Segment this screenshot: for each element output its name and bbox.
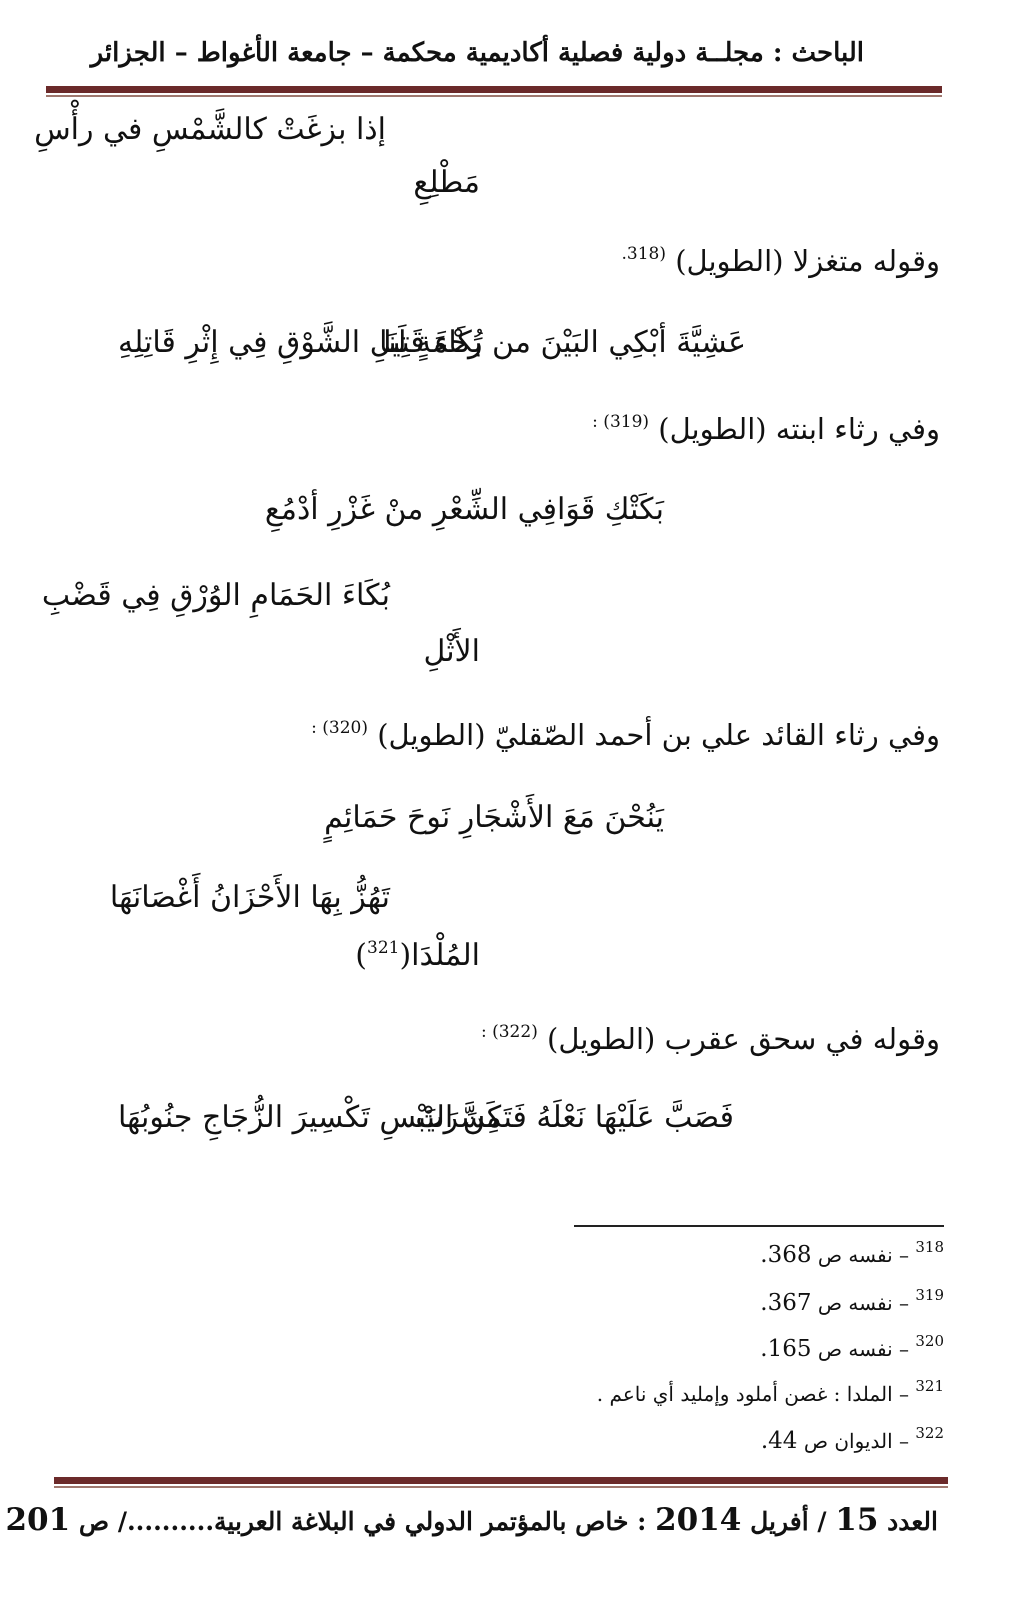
- intro-318: [621, 244, 940, 278]
- footnote-321: [596, 1377, 944, 1406]
- verse-5-first-hemistich: فَصَبَّ عَلَيْهَا نَعْلَهُ فَتَكَسَّرَتْ: [415, 1100, 734, 1135]
- footnote-319: [760, 1286, 944, 1316]
- intro-320: [311, 718, 940, 752]
- intro-text: وفي رثاء القائد علي بن أحمد الصّقليّ (الطويل): [377, 718, 940, 752]
- verse-3-continuation: الأَثْلِ: [423, 634, 480, 669]
- page-header-title: الباحث : مجلــة دولية فصلية أكاديمية محكمة – جامعة الأغواط – الجزائر: [90, 38, 864, 68]
- footnote-ref-318: (318.: [621, 244, 666, 264]
- issue-special-note: : خاص بالمؤتمر الدولي في البلاغة العربية........../ ص: [78, 1507, 647, 1536]
- issue-label: العدد: [887, 1507, 938, 1536]
- verse-3-first-hemistich: بَكَتْكِ قَوَافِي الشِّعْرِ منْ غَزْرِ أدْمُعِ: [264, 492, 664, 527]
- footnote-number: 321: [915, 1377, 944, 1395]
- header-rule: [46, 86, 942, 93]
- issue-number: 15: [835, 1502, 879, 1538]
- verse-4-first-hemistich: يَنُحْنَ مَعَ الأَشْجَارِ نَوحَ حَمَائِمٍ: [324, 800, 664, 835]
- intro-text: وفي رثاء ابنته (الطويل): [658, 412, 940, 446]
- footer-separator: /: [817, 1507, 827, 1536]
- footnote-page: 165.: [760, 1336, 812, 1362]
- footnote-text: – نفسه ص: [817, 1243, 909, 1267]
- verse-4-close: ): [355, 938, 367, 973]
- verse-2-second-hemistich: بُكَاءَ قَتِيلِ الشَّوْقِ فِي إِثْرِ قَاتِلِهِ: [118, 325, 483, 360]
- footnote-text: – الديوان ص: [803, 1429, 909, 1453]
- footnote-ref-322: (322) :: [480, 1022, 538, 1042]
- footnote-number: 320: [915, 1332, 944, 1350]
- issue-year: 2014: [655, 1502, 742, 1538]
- verse-5-second-hemistich: مِنَ اليَبْسِ تَكْسِيرَ الزُّجَاجِ جنُوبُهَا: [118, 1100, 502, 1135]
- intro-319: [592, 412, 940, 446]
- intro-text: وقوله متغزلا (الطويل): [675, 244, 940, 278]
- footnote-page: 367.: [760, 1290, 812, 1316]
- verse-3-second-hemistich: بُكَاءَ الحَمَامِ الوُرْقِ فِي قَضْبِ: [41, 578, 390, 613]
- footnote-320: [760, 1332, 944, 1362]
- footnote-ref-319: (319) :: [592, 412, 650, 432]
- page-footer: [5, 1502, 938, 1538]
- verse-4-continuation: [355, 938, 480, 973]
- verse-4-word: المُلْدَا(: [399, 938, 480, 973]
- footnote-page: 368.: [760, 1242, 812, 1268]
- footnote-322: [760, 1424, 944, 1454]
- footnote-separator: [574, 1225, 944, 1227]
- footnote-ref-321: 321: [367, 938, 400, 958]
- footnote-number: 318: [915, 1238, 944, 1256]
- intro-text: وقوله في سحق عقرب (الطويل): [547, 1022, 940, 1056]
- footnote-text: – نفسه ص: [817, 1337, 909, 1361]
- intro-322: [481, 1022, 940, 1056]
- verse-1-continuation: مَطْلِعِ: [413, 165, 480, 200]
- footer-rule-thin: [54, 1486, 948, 1488]
- verse-1-first-hemistich: إذا بزغَتْ كالشَّمْسِ في رأْسِ: [34, 112, 386, 147]
- issue-month: أفريل: [750, 1507, 809, 1536]
- footer-rule: [54, 1477, 948, 1484]
- header-rule-thin: [46, 95, 942, 97]
- footnote-text: – الملدا : غصن أملود وإمليد أي ناعم .: [596, 1382, 909, 1406]
- footnote-number: 319: [915, 1286, 944, 1304]
- footnote-text: – نفسه ص: [817, 1291, 909, 1315]
- footnote-ref-320: (320) :: [311, 718, 368, 738]
- footnote-page: 44.: [760, 1428, 798, 1454]
- page-number: 201: [5, 1502, 71, 1538]
- footnote-number: 322: [915, 1424, 944, 1442]
- footnote-318: [760, 1238, 944, 1268]
- verse-4-second-hemistich: تَهُزُّ بِهَا الأَحْزَانُ أَغْصَانَهَا: [109, 880, 390, 915]
- verse-2-first-hemistich: عَشِيَّةَ أبْكِي البَيْنَ من رَحْمَةٍ لَنَا: [379, 325, 746, 360]
